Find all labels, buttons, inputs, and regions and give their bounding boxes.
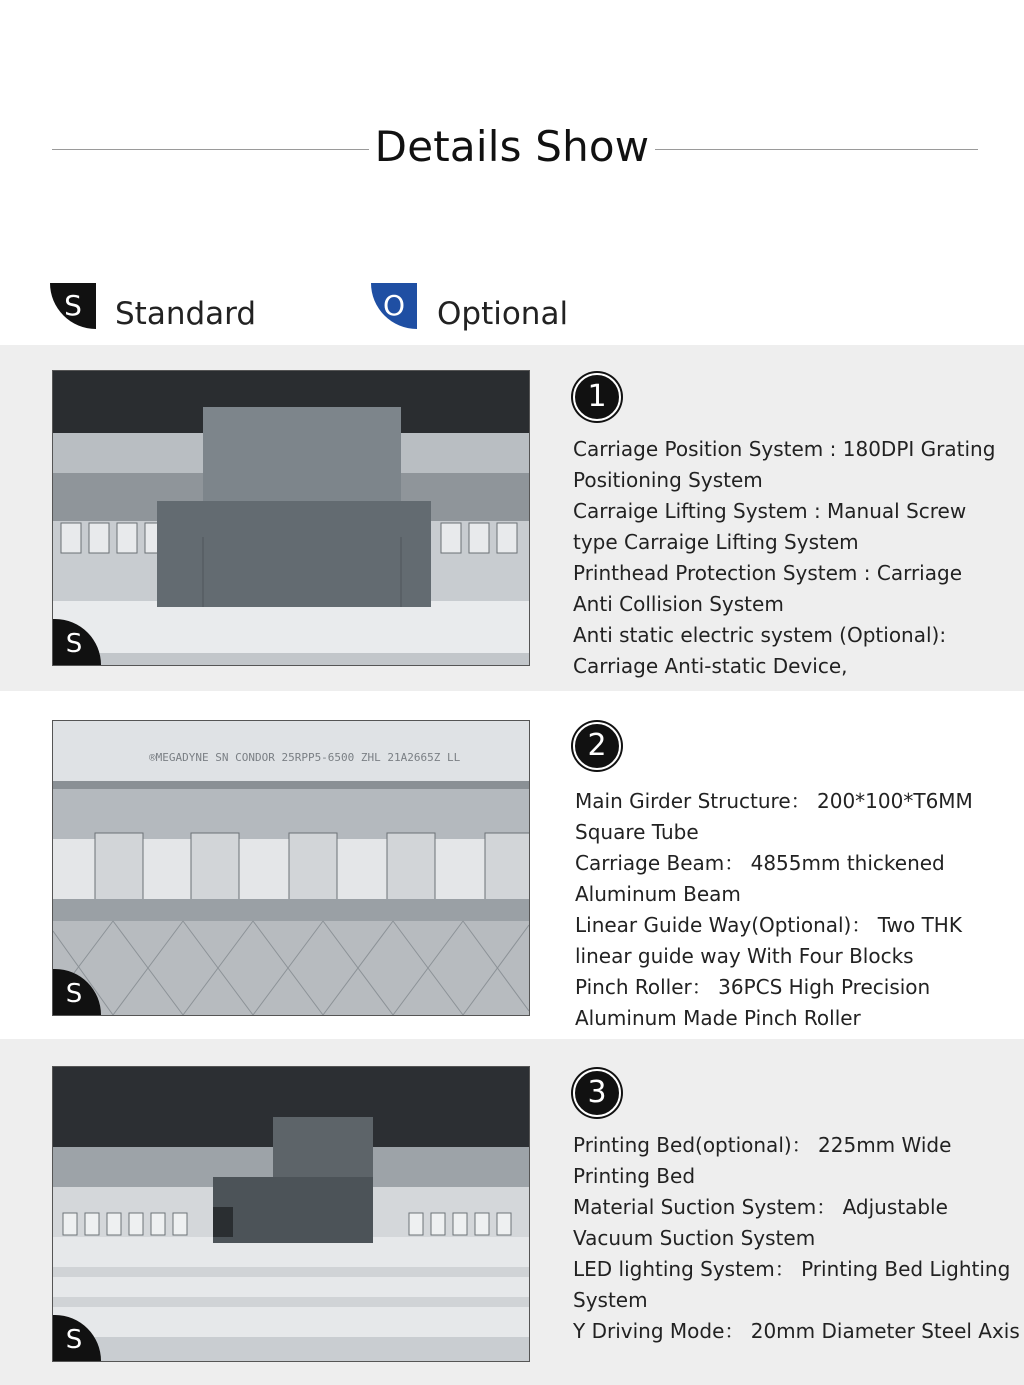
spec-line: Main Girder Structure： 200*100*T6MM (575, 789, 973, 813)
carriage-illustration (53, 371, 529, 665)
spec-line: Square Tube (575, 820, 699, 844)
girder-illustration (53, 721, 529, 1015)
standard-legend-label: Standard (115, 296, 257, 332)
section-1-description (573, 434, 1013, 682)
spec-line: Linear Guide Way(Optional)： Two THK (575, 913, 962, 937)
spec-line: Printhead Protection System : Carriage (573, 561, 962, 585)
section-number-3: 3 (573, 1069, 621, 1117)
spec-line: Pinch Roller： 36PCS High Precision (575, 975, 931, 999)
spec-line: Printing Bed (573, 1164, 696, 1188)
standard-badge: S (53, 1315, 101, 1361)
section-number-2: 2 (573, 722, 621, 770)
spec-line: Anti static electric system (Optional): (573, 623, 947, 647)
girder-photo (52, 720, 530, 1016)
spec-line: Positioning System (573, 468, 763, 492)
spec-line: Y Driving Mode： 20mm Diameter Steel Axis (573, 1319, 1020, 1343)
carriage-photo (52, 370, 530, 666)
printing-bed-photo (52, 1066, 530, 1362)
megadyne-belt-print: ®MEGADYNE SN CONDOR 25RPP5-6500 ZHL 21A2665Z LL (149, 751, 461, 764)
spec-line: Aluminum Made Pinch Roller (575, 1006, 861, 1030)
printing-bed-illustration (53, 1067, 529, 1361)
section-number-1: 1 (573, 373, 621, 421)
spec-line: Printing Bed(optional)： 225mm Wide (573, 1133, 952, 1157)
optional-legend-icon: O (371, 283, 417, 329)
spec-line: Carriage Position System : 180DPI Grating (573, 437, 996, 461)
spec-line: linear guide way With Four Blocks (575, 944, 914, 968)
spec-line: System (573, 1288, 648, 1312)
page-title: Details Show (0, 122, 1024, 171)
spec-line: type Carraige Lifting System (573, 530, 859, 554)
spec-line: Carriage Beam： 4855mm thickened (575, 851, 945, 875)
standard-legend-icon: S (50, 283, 96, 329)
spec-line: LED lighting System： Printing Bed Lighting (573, 1257, 1011, 1281)
standard-badge: S (53, 969, 101, 1015)
spec-line: Carraige Lifting System : Manual Screw (573, 499, 967, 523)
spec-line: Aluminum Beam (575, 882, 741, 906)
optional-legend-label: Optional (437, 296, 569, 332)
section-3-description (573, 1130, 1020, 1347)
spec-line: Carriage Anti-static Device, (573, 654, 848, 678)
section-2-description (575, 786, 1015, 1034)
spec-line: Anti Collision System (573, 592, 784, 616)
spec-line: Material Suction System： Adjustable (573, 1195, 948, 1219)
standard-badge: S (53, 619, 101, 665)
spec-line: Vacuum Suction System (573, 1226, 816, 1250)
